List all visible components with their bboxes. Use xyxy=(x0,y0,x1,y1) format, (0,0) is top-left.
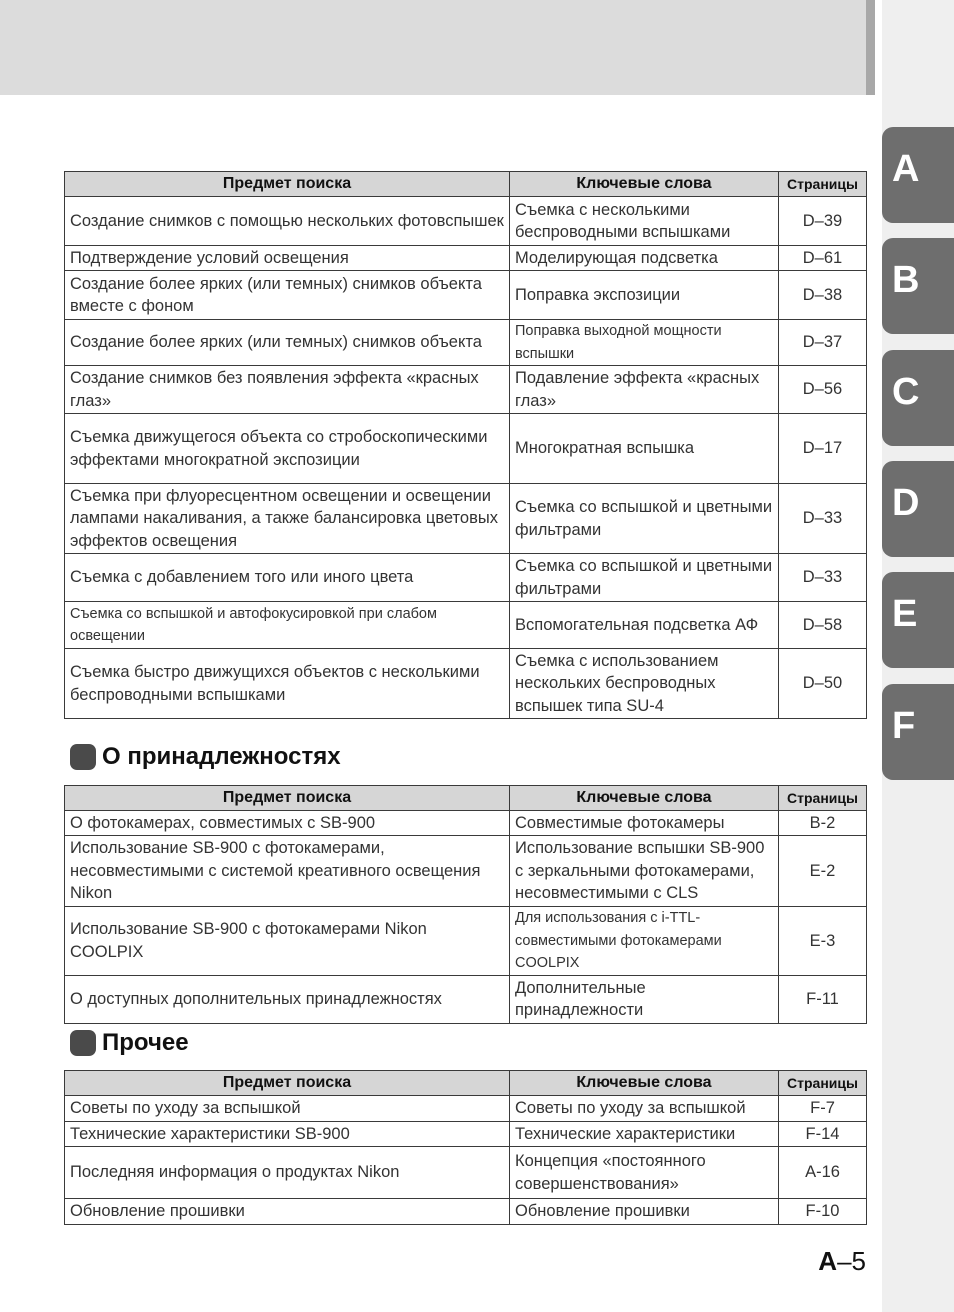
cell-keywords: Обновление прошивки xyxy=(510,1199,779,1225)
cell-keywords: Съемка со вспышкой и цветными фильтрами xyxy=(510,484,779,554)
tab-f[interactable]: F xyxy=(882,684,954,780)
col-header-subject: Предмет поиска xyxy=(65,1071,510,1096)
cell-keywords: Совместимые фотокамеры xyxy=(510,811,779,836)
col-header-keywords: Ключевые слова xyxy=(510,1071,779,1096)
cell-keywords: Моделирующая подсветка xyxy=(510,246,779,271)
col-header-pages: Страницы xyxy=(779,172,867,197)
table-row xyxy=(65,246,867,271)
cell-page-link[interactable]: E-2 xyxy=(779,836,867,907)
page-number xyxy=(818,1246,866,1277)
cell-subject: О фотокамерах, совместимых с SB-900 xyxy=(65,811,510,836)
cell-keywords: Для использования с i-TTL-совместимыми фотокамерами COOLPIX xyxy=(510,907,779,976)
cell-keywords: Технические характеристики xyxy=(510,1122,779,1147)
search-table-other xyxy=(64,1070,867,1225)
table-row xyxy=(65,649,867,719)
cell-keywords: Дополнительные принадлежности xyxy=(510,975,779,1023)
cell-subject: О доступных дополнительных принадлежностях xyxy=(65,975,510,1023)
table-header-row xyxy=(65,1071,867,1096)
cell-subject: Съемка движущегося объекта со стробоскопическими эффектами многократной экспозиции xyxy=(65,414,510,484)
table-row xyxy=(65,1199,867,1225)
page-number-section: A xyxy=(818,1246,838,1276)
col-header-pages: Страницы xyxy=(779,786,867,811)
table-row xyxy=(65,554,867,602)
header-band-edge xyxy=(866,0,875,95)
cell-page-link[interactable]: D–37 xyxy=(779,320,867,366)
cell-subject: Съемка быстро движущихся объектов с несколькими беспроводными вспышками xyxy=(65,649,510,719)
tab-e[interactable]: E xyxy=(882,572,954,668)
table-row xyxy=(65,836,867,907)
col-header-subject: Предмет поиска xyxy=(65,786,510,811)
tab-a[interactable]: A xyxy=(882,127,954,223)
cell-page-link[interactable]: D–56 xyxy=(779,366,867,414)
tab-d[interactable]: D xyxy=(882,461,954,557)
table-row xyxy=(65,811,867,836)
cell-subject: Создание снимков без появления эффекта «красных глаз» xyxy=(65,366,510,414)
table-row xyxy=(65,907,867,976)
cell-keywords: Вспомогательная подсветка АФ xyxy=(510,602,779,649)
cell-page-link[interactable]: D–50 xyxy=(779,649,867,719)
cell-page-link[interactable]: D–39 xyxy=(779,197,867,246)
table-row xyxy=(65,484,867,554)
cell-keywords: Подавление эффекта «красных глаз» xyxy=(510,366,779,414)
cell-subject: Советы по уходу за вспышкой xyxy=(65,1096,510,1122)
cell-subject: Подтверждение условий освещения xyxy=(65,246,510,271)
table-row xyxy=(65,602,867,649)
col-header-keywords: Ключевые слова xyxy=(510,172,779,197)
cell-page-link[interactable]: D–17 xyxy=(779,414,867,484)
cell-subject: Последняя информация о продуктах Nikon xyxy=(65,1147,510,1199)
cell-subject: Создание более ярких (или темных) снимков объекта вместе с фоном xyxy=(65,271,510,320)
cell-keywords: Съемка с несколькими беспроводными вспышками xyxy=(510,197,779,246)
cell-keywords: Поправка экспозиции xyxy=(510,271,779,320)
cell-subject: Создание более ярких (или темных) снимков объекта xyxy=(65,320,510,366)
table-row xyxy=(65,271,867,320)
table-row xyxy=(65,414,867,484)
cell-page-link[interactable]: F-7 xyxy=(779,1096,867,1122)
cell-subject: Съемка со вспышкой и автофокусировкой при слабом освещении xyxy=(65,602,510,649)
cell-page-link[interactable]: D–33 xyxy=(779,554,867,602)
cell-subject: Использование SB-900 с фотокамерами Nikon COOLPIX xyxy=(65,907,510,976)
cell-subject: Съемка с добавлением того или иного цвета xyxy=(65,554,510,602)
section-title-text: О принадлежностях xyxy=(102,743,341,770)
cell-subject: Съемка при флуоресцентном освещении и освещении лампами накаливания, а также балансировка цветовых эффектов освещения xyxy=(65,484,510,554)
cell-keywords: Советы по уходу за вспышкой xyxy=(510,1096,779,1122)
cell-keywords: Многократная вспышка xyxy=(510,414,779,484)
search-table-accessories xyxy=(64,785,867,1024)
cell-subject: Обновление прошивки xyxy=(65,1199,510,1225)
cell-page-link[interactable]: D–58 xyxy=(779,602,867,649)
tab-c[interactable]: C xyxy=(882,350,954,446)
section-heading-other xyxy=(70,1028,189,1058)
cell-page-link[interactable]: F-10 xyxy=(779,1199,867,1225)
cell-subject: Создание снимков с помощью нескольких фотовспышек xyxy=(65,197,510,246)
section-bullet-icon xyxy=(70,1030,96,1056)
table-row xyxy=(65,1122,867,1147)
table-row xyxy=(65,197,867,246)
search-table-flash xyxy=(64,171,867,719)
table-row xyxy=(65,366,867,414)
cell-page-link[interactable]: E-3 xyxy=(779,907,867,976)
cell-page-link[interactable]: F-14 xyxy=(779,1122,867,1147)
section-title-text: Прочее xyxy=(102,1029,189,1056)
cell-page-link[interactable]: B-2 xyxy=(779,811,867,836)
tab-b[interactable]: B xyxy=(882,238,954,334)
cell-subject: Использование SB-900 с фотокамерами, несовместимыми с системой креативного освещения Nikon xyxy=(65,836,510,907)
col-header-pages: Страницы xyxy=(779,1071,867,1096)
table-row xyxy=(65,1147,867,1199)
table-row xyxy=(65,1096,867,1122)
header-band xyxy=(0,0,866,95)
cell-page-link[interactable]: D–33 xyxy=(779,484,867,554)
cell-page-link[interactable]: A-16 xyxy=(779,1147,867,1199)
col-header-subject: Предмет поиска xyxy=(65,172,510,197)
cell-keywords: Использование вспышки SB-900 с зеркальными фотокамерами, несовместимыми с CLS xyxy=(510,836,779,907)
section-heading-accessories xyxy=(70,742,341,772)
cell-subject: Технические характеристики SB-900 xyxy=(65,1122,510,1147)
cell-keywords: Концепция «постоянного совершенствования» xyxy=(510,1147,779,1199)
table-header-row xyxy=(65,172,867,197)
section-bullet-icon xyxy=(70,744,96,770)
cell-page-link[interactable]: D–38 xyxy=(779,271,867,320)
cell-keywords: Съемка со вспышкой и цветными фильтрами xyxy=(510,554,779,602)
page-number-value: –5 xyxy=(837,1246,866,1276)
col-header-keywords: Ключевые слова xyxy=(510,786,779,811)
table-row xyxy=(65,320,867,366)
cell-keywords: Съемка с использованием нескольких беспроводных вспышек типа SU-4 xyxy=(510,649,779,719)
table-row xyxy=(65,975,867,1023)
cell-page-link[interactable]: F-11 xyxy=(779,975,867,1023)
table-header-row xyxy=(65,786,867,811)
cell-keywords: Поправка выходной мощности вспышки xyxy=(510,320,779,366)
cell-page-link[interactable]: D–61 xyxy=(779,246,867,271)
